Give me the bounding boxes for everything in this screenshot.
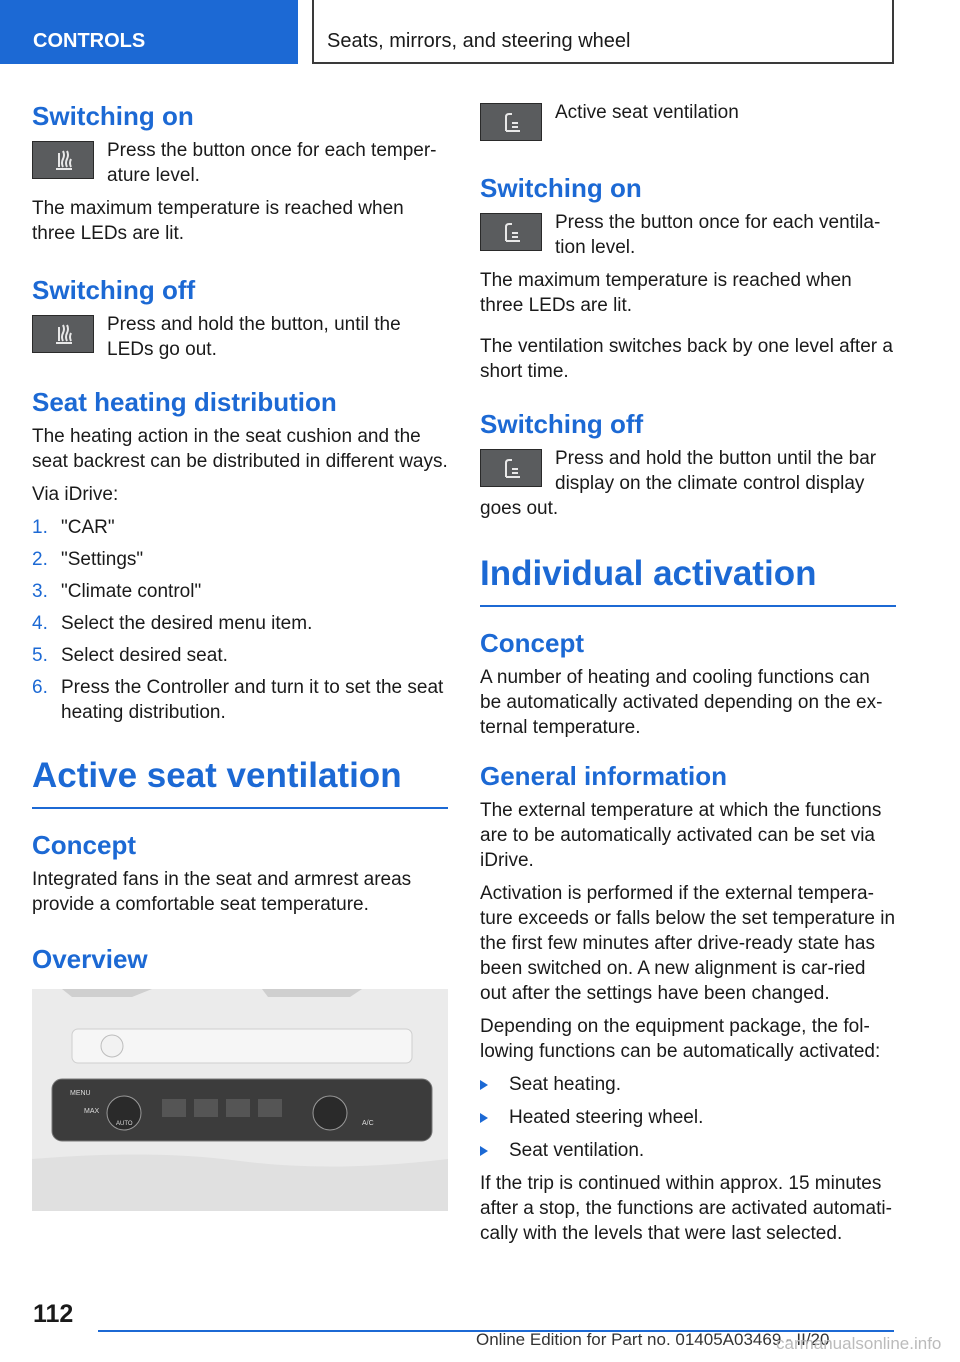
page-number: 112 [33,1300,74,1328]
right-column [480,100,896,1254]
heading-distribution: Seat heating distribution [32,387,337,417]
list-item: 4. Select the desired menu item. [32,613,313,634]
seat-heating-on-row [32,138,448,188]
ventilation-off-row [480,446,896,496]
via-idrive-text: Via iDrive: [32,484,119,505]
photo-label-max: MAX [84,1108,100,1115]
seat-heating-off-row [32,312,448,362]
heading-concept: Concept [480,628,584,658]
heading-overview: Overview [32,944,148,974]
list-item: 3. "Climate control" [32,581,202,602]
seat-ventilation-button-icon [480,103,542,141]
distribution-text: The heating action in the seat cushion and the seat backrest can be distributed in different ways. [32,426,448,472]
concept-text: Integrated fans in the seat and armrest areas provide a comfortable seat temperature. [32,869,412,915]
switching-off-text: Press and hold the button, until the LEDs go out. [107,314,401,360]
concept-text: A number of heating and cooling functions can be automatically activated depending on the ex-ternal temperature. [480,667,883,738]
trip-text: If the trip is continued within approx. 15 minutes after a stop, the functions are activated automati-cally with the levels that were last selected. [480,1173,892,1244]
list-item: Seat heating. [480,1072,896,1097]
triangle-bullet-icon [480,1146,488,1156]
ventilation-on-row [480,210,896,260]
list-item: Seat ventilation. [480,1138,896,1163]
climate-panel-photo [32,989,448,1211]
switching-off-continuation: goes out. [480,498,559,519]
list-item: 6. Press the Controller and turn it to set the seat heating distribution. [32,677,444,723]
idrive-steps-list [32,515,448,725]
switching-on-text: Press the button once for each temper-ature level. [107,140,437,186]
photo-label-ac: A/C [362,1120,374,1127]
heading-switching-on: Switching on [32,101,194,131]
activation-text: Activation is performed if the external tempera-ture exceeds or falls below the set temperature in the first few minutes after drive-ready state has been switched on. A new alignment is car-ried out after the settings have been changed. [480,883,896,1004]
heading-switching-off: Switching off [480,409,644,439]
heading-switching-on: Switching on [480,173,642,203]
list-item: 1. "CAR" [32,517,115,538]
auto-functions-list [480,1072,896,1163]
seat-heating-button-icon [32,315,94,353]
heading-concept: Concept [32,830,136,860]
seat-ventilation-button-icon [480,213,542,251]
heading-individual-activation: Individual activation [480,553,896,607]
header-chapter-label: Seats, mirrors, and steering wheel [327,30,631,52]
seat-ventilation-button-icon [480,449,542,487]
max-temp-text: The maximum temperature is reached when three LEDs are lit. [480,270,852,316]
left-column [32,100,448,1211]
photo-label-auto: AUTO [116,1121,133,1127]
switching-on-text: Press the button once for each ventila-tion level. [555,212,881,258]
list-item: 5. Select desired seat. [32,645,228,666]
footer-edition-text: Online Edition for Part no. 01405A03469 - II/20 [476,1330,830,1349]
switching-off-text: Press and hold the button until the bar display on the climate control display [555,448,877,494]
climate-panel-illustration [32,989,448,1211]
switch-back-text: The ventilation switches back by one level after a short time. [480,336,893,382]
header-section-label: CONTROLS [33,30,146,52]
photo-label-menu: MENU [70,1090,91,1097]
ventilation-icon-row [480,100,896,150]
equipment-text: Depending on the equipment package, the fol-lowing functions can be automatically activated: [480,1016,881,1062]
triangle-bullet-icon [480,1080,488,1090]
heading-general-information: General information [480,761,728,791]
heading-switching-off: Switching off [32,275,196,305]
heading-active-seat-ventilation: Active seat ventilation [32,755,448,809]
max-temp-text: The maximum temperature is reached when three LEDs are lit. [32,198,404,244]
triangle-bullet-icon [480,1113,488,1123]
ventilation-icon-caption: Active seat ventilation [555,102,739,123]
header-chapter-tab [312,0,894,64]
list-item: 2. "Settings" [32,549,144,570]
general-text: The external temperature at which the functions are to be automatically activated can be set via iDrive. [480,800,882,871]
header-section-tab [0,0,298,64]
seat-heating-button-icon [32,141,94,179]
watermark-text: carmanualsonline.info [776,1334,942,1353]
list-item: Heated steering wheel. [480,1105,896,1130]
